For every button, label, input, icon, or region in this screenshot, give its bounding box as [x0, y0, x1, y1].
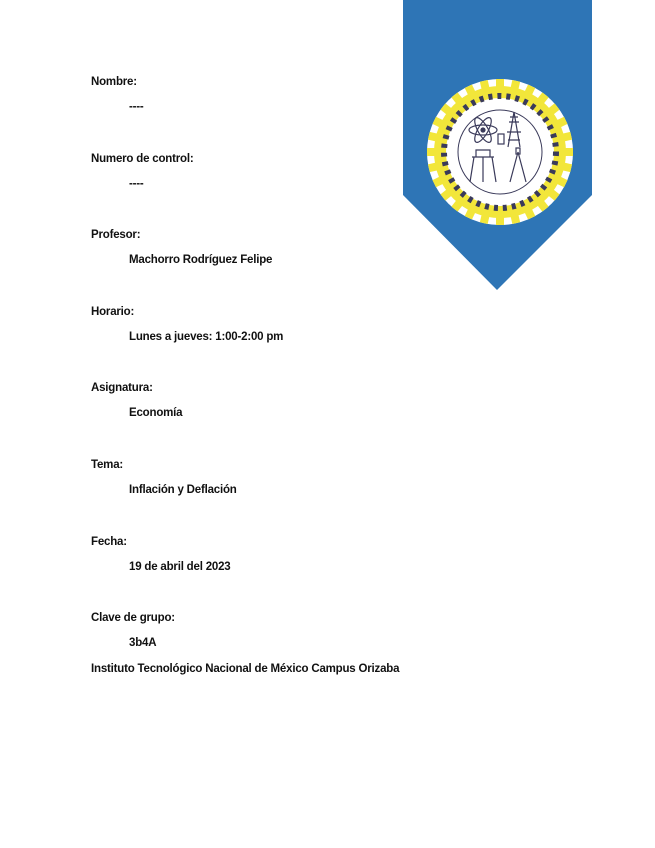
footer-institution: Instituto Tecnológico Nacional de México Campus Orizaba: [91, 663, 400, 675]
field-value: Lunes a jueves: 1:00-2:00 pm: [129, 330, 284, 343]
field-label: Fecha:: [91, 535, 127, 548]
field-value: 3b4A: [129, 637, 157, 650]
field-value: 19 de abril del 2023: [129, 560, 231, 573]
field-label: Tema:: [91, 459, 124, 471]
field-label: Asignatura:: [91, 382, 153, 395]
field-label: Profesor:: [91, 229, 141, 242]
field-value: Economía: [129, 407, 183, 420]
field-value: Inflación y Deflación: [129, 484, 237, 496]
logo-banner: [403, 0, 592, 290]
field-label: Horario:: [91, 305, 135, 318]
field-value: Machorro Rodríguez Felipe: [129, 254, 273, 267]
institute-seal: [403, 0, 592, 290]
field-value: ----: [129, 177, 144, 190]
field-label: Clave de grupo:: [91, 612, 175, 625]
field-label: Nombre:: [91, 76, 137, 88]
field-value: ----: [129, 101, 144, 113]
field-label: Numero de control:: [91, 152, 194, 165]
